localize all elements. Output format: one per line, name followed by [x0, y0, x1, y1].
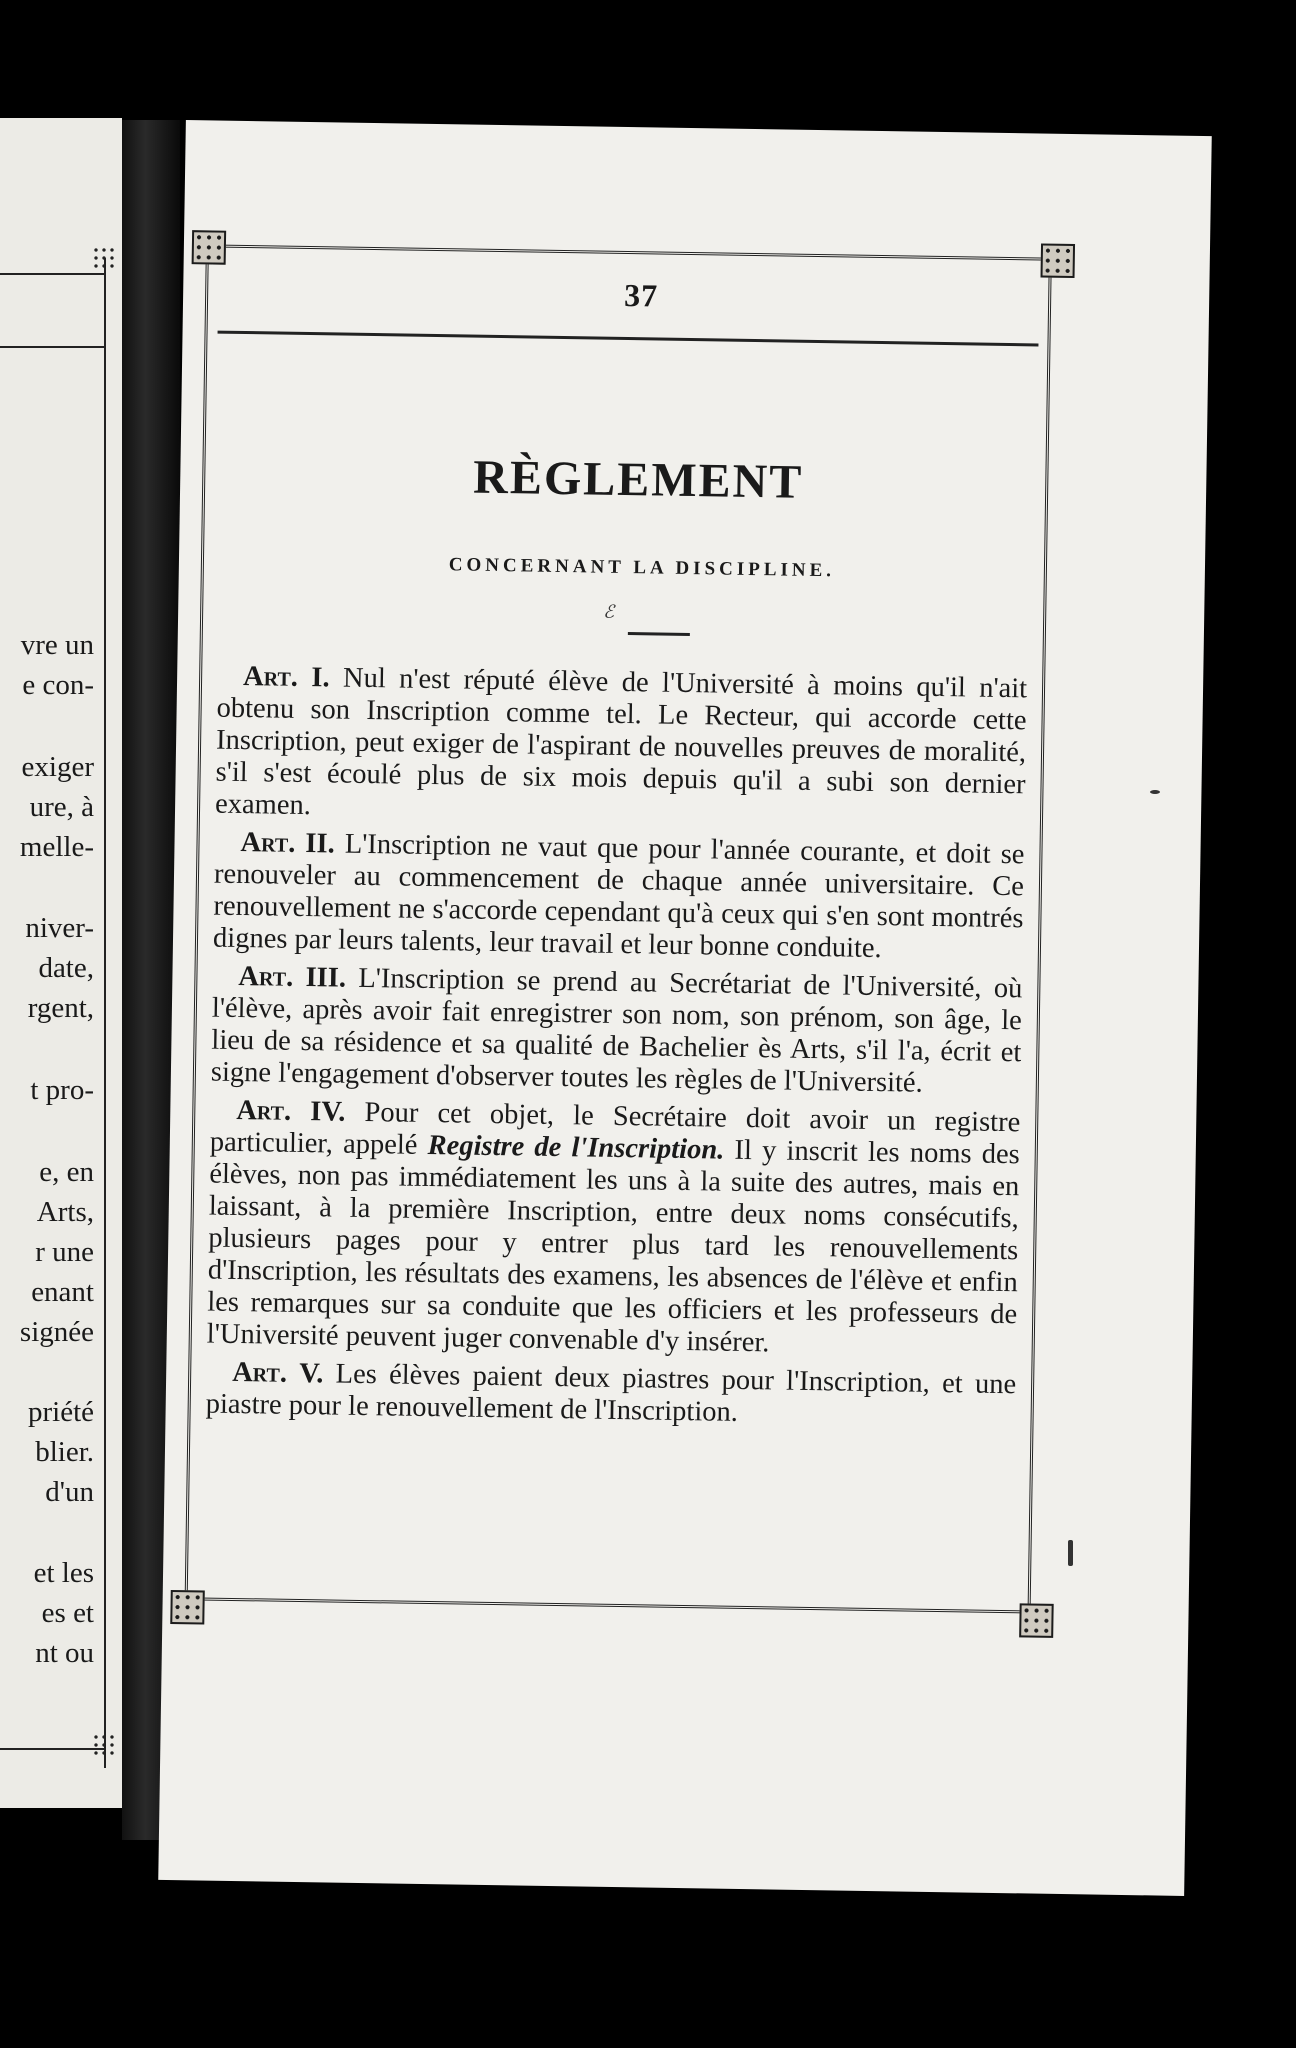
left-line: signée [19, 1316, 94, 1348]
article-text: Il y inscrit les noms des élèves, non pas immédiatement les uns à la suite des autres, mais en laissant, à la première Inscription, entre deux noms consécutifs, plusieurs pages pour y entrer plus tard les renouvellements d'Inscription, les résultats des examens, les absences de l'élève et enfin les remarques sur sa conduite que les officiers et les professeurs de l'Université peuvent juger convenable d'y insérer. [206, 1134, 1020, 1359]
left-line: enant [31, 1276, 94, 1308]
corner-ornament-icon [1041, 243, 1076, 278]
article-number: II. [305, 828, 335, 860]
scan-speck [1068, 1540, 1073, 1566]
article-3 [211, 961, 1023, 1102]
frame-bottom-rule [185, 1597, 1035, 1617]
left-line: blier. [35, 1436, 94, 1468]
left-line: vre un [20, 629, 94, 661]
left-line: rgent, [27, 992, 94, 1024]
corner-ornament-icon [1019, 1603, 1054, 1638]
article-1 [215, 661, 1027, 834]
left-line: priété [27, 1396, 94, 1428]
left-line: e, en [39, 1156, 94, 1188]
left-facing-page [0, 118, 122, 1808]
article-text: Les élèves paient deux piastres pour l'Inscription, et une piastre pour le renouvellement de l'Inscription. [205, 1358, 1017, 1428]
left-line: e con- [22, 669, 94, 701]
left-line: nt ou [35, 1637, 94, 1669]
article-number: V. [299, 1357, 324, 1390]
handwritten-mark: ℰ [603, 601, 615, 622]
article-label: Art. [240, 827, 296, 859]
article-4 [207, 1095, 1021, 1364]
article-number: III. [305, 962, 347, 994]
article-text: Nul n'est réputé élève de l'Université à moins qu'il n'ait obtenu son Inscription comme tel. Le Recteur, qui accorde cette Inscription, peut exiger de l'aspirant de nouvelles preuves de moralité, s'il s'est écoulé plus de six mois depuis qu'il a subi son dernier examen. [214, 662, 1028, 822]
article-2 [213, 827, 1025, 968]
article-label: Art. [236, 1094, 292, 1127]
left-line: d'un [45, 1476, 94, 1508]
article-5 [205, 1357, 1016, 1434]
left-line: es et [41, 1597, 94, 1629]
register-name: Registre de l'Inscription. [427, 1129, 725, 1166]
left-line: r une [35, 1236, 94, 1268]
articles-body [205, 661, 1027, 1434]
left-page-ornament-top [92, 246, 116, 270]
left-page-top-rule [0, 273, 106, 275]
left-line: exiger [21, 751, 94, 783]
page-number: 37 [623, 276, 659, 314]
left-line: t pro- [30, 1074, 94, 1106]
article-label: Art. [242, 661, 299, 693]
left-line: niver- [25, 912, 94, 944]
left-line: Arts, [36, 1196, 94, 1228]
article-label: Art. [231, 1356, 288, 1389]
left-line: ure, à [29, 791, 94, 823]
left-line: et les [33, 1557, 94, 1589]
page-subtitle: CONCERNANT LA DISCIPLINE. [448, 554, 836, 582]
corner-ornament-icon [170, 1590, 205, 1625]
article-text: L'Inscription se prend au Secrétariat de l'Université, où l'élève, après avoir fait enregistrer son nom, son prénom, son âge, le lieu de sa résidence et sa qualité de Bachelier ès Arts, s'il l'a, écrit et signe l'engagement d'observer toutes les règles de l'Université. [210, 962, 1023, 1099]
article-number: IV. [310, 1096, 346, 1128]
left-line: date, [38, 952, 94, 984]
page-title: RÈGLEMENT [472, 450, 804, 509]
corner-ornament-icon [192, 230, 227, 265]
main-page [158, 120, 1212, 1896]
article-text: Pour cet objet, le Secrétaire doit avoir un registre particulier, appelé [209, 1096, 1021, 1161]
article-text: L'Inscription ne vaut que pour l'année courante, et doit se renouveler au commencement de chaque année universitaire. Ce renouvellement ne s'accorde cependant qu'à ceux qui s'en sont montrés dignes par leurs talents, leur travail et leur bonne conduite. [212, 828, 1025, 965]
left-page-bottom-rule [0, 1748, 106, 1750]
left-page-border [104, 258, 106, 1768]
frame-top-rule [206, 244, 1056, 264]
article-label: Art. [238, 960, 294, 993]
article-number: I. [311, 662, 330, 694]
left-line: melle- [19, 831, 94, 863]
scan-speck [1150, 790, 1160, 794]
left-page-ornament-bottom [92, 1733, 116, 1757]
left-page-header-rule [0, 346, 106, 348]
